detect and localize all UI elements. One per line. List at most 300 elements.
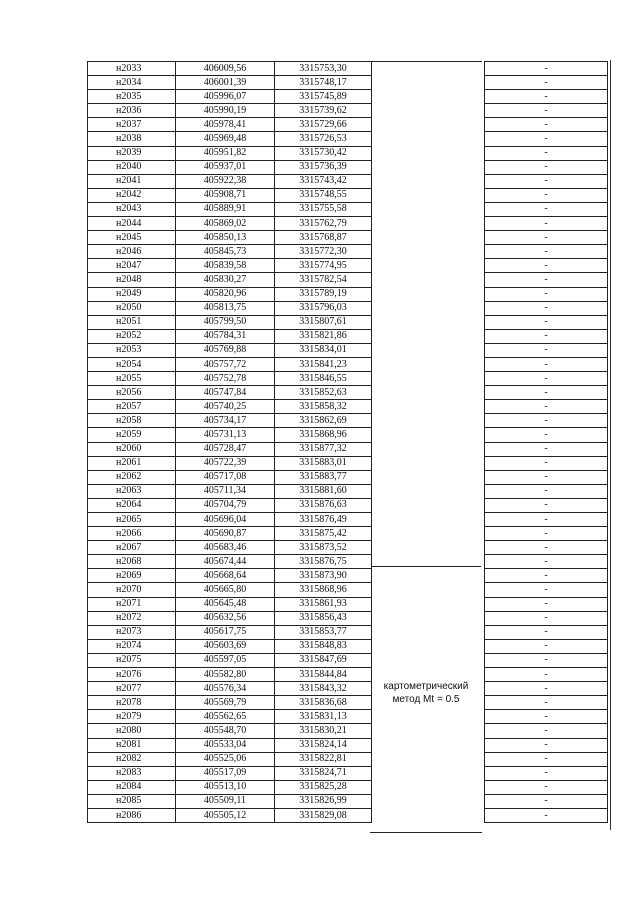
dash-cell: - [485,724,608,738]
x-coordinate-cell: 405922,38 [176,174,275,188]
method-cell [372,442,485,456]
x-coordinate-cell: 405617,75 [176,625,275,639]
dash-cell: - [485,710,608,724]
coordinates-table [87,61,608,823]
point-cell: н2068 [88,555,176,569]
method-cell [372,527,485,541]
y-coordinate-cell: 3315873,52 [275,541,372,555]
dash-cell: - [485,696,608,710]
dash-cell: - [485,682,608,696]
y-coordinate-cell: 3315836,68 [275,696,372,710]
dash-cell: - [485,315,608,329]
table-row [88,668,608,682]
dash-cell: - [485,470,608,484]
y-coordinate-cell: 3315876,63 [275,498,372,512]
dash-cell: - [485,428,608,442]
y-coordinate-cell: 3315883,77 [275,470,372,484]
point-cell: н2060 [88,442,176,456]
y-coordinate-cell: 3315883,01 [275,456,372,470]
table-row [88,118,608,132]
x-coordinate-cell: 405820,96 [176,287,275,301]
table-row [88,301,608,315]
table-row [88,315,608,329]
table-row [88,174,608,188]
point-cell: н2051 [88,315,176,329]
point-cell: н2035 [88,90,176,104]
dash-cell: - [485,343,608,357]
dash-cell: - [485,625,608,639]
y-coordinate-cell: 3315825,28 [275,780,372,794]
table-row [88,498,608,512]
method-cell [372,653,485,667]
dash-cell: - [485,569,608,583]
point-cell: н2082 [88,752,176,766]
method-cell [372,569,485,583]
dash-cell: - [485,132,608,146]
table-row [88,245,608,259]
dash-cell: - [485,668,608,682]
x-coordinate-cell: 405757,72 [176,357,275,371]
table-row [88,780,608,794]
dash-cell: - [485,372,608,386]
x-coordinate-cell: 405711,34 [176,484,275,498]
y-coordinate-cell: 3315844,84 [275,668,372,682]
table-row [88,428,608,442]
x-coordinate-cell: 405734,17 [176,414,275,428]
x-coordinate-cell: 405548,70 [176,724,275,738]
point-cell: н2084 [88,780,176,794]
dash-cell: - [485,118,608,132]
y-coordinate-cell: 3315856,43 [275,611,372,625]
x-coordinate-cell: 405969,48 [176,132,275,146]
x-coordinate-cell: 405690,87 [176,527,275,541]
table-row [88,287,608,301]
x-coordinate-cell: 405696,04 [176,513,275,527]
method-cell [372,470,485,484]
table-row [88,738,608,752]
method-cell [372,597,485,611]
point-cell: н2044 [88,217,176,231]
y-coordinate-cell: 3315821,86 [275,329,372,343]
table-row [88,639,608,653]
method-cell [372,329,485,343]
x-coordinate-cell: 405569,79 [176,696,275,710]
method-cell [372,428,485,442]
x-coordinate-cell: 405632,56 [176,611,275,625]
method-cell [372,724,485,738]
point-cell: н2062 [88,470,176,484]
method-line-2: метод Mt = 0.5 [392,694,460,705]
y-coordinate-cell: 3315841,23 [275,357,372,371]
y-coordinate-cell: 3315873,90 [275,569,372,583]
x-coordinate-cell: 405731,13 [176,428,275,442]
dash-cell: - [485,583,608,597]
y-coordinate-cell: 3315729,66 [275,118,372,132]
table-row [88,752,608,766]
y-coordinate-cell: 3315858,32 [275,400,372,414]
method-cell [372,808,485,822]
method-column-top-border [370,61,482,62]
x-coordinate-cell: 405505,12 [176,808,275,822]
dash-cell: - [485,513,608,527]
y-coordinate-cell: 3315826,99 [275,794,372,808]
y-coordinate-cell: 3315852,63 [275,386,372,400]
point-cell: н2078 [88,696,176,710]
point-cell: н2086 [88,808,176,822]
x-coordinate-cell: 405908,71 [176,188,275,202]
x-coordinate-cell: 405850,13 [176,231,275,245]
method-cell [372,160,485,174]
x-coordinate-cell: 405683,46 [176,541,275,555]
dash-cell: - [485,62,608,76]
x-coordinate-cell: 405813,75 [176,301,275,315]
x-coordinate-cell: 405990,19 [176,104,275,118]
point-cell: н2064 [88,498,176,512]
table-row [88,160,608,174]
method-cell [372,611,485,625]
table-row [88,104,608,118]
method-cell [372,132,485,146]
method-note [370,680,482,706]
point-cell: н2038 [88,132,176,146]
dash-cell: - [485,794,608,808]
point-cell: н2052 [88,329,176,343]
point-cell: н2058 [88,414,176,428]
point-cell: н2072 [88,611,176,625]
y-coordinate-cell: 3315736,39 [275,160,372,174]
method-cell [372,498,485,512]
y-coordinate-cell: 3315868,96 [275,583,372,597]
y-coordinate-cell: 3315848,83 [275,639,372,653]
table-row [88,273,608,287]
dash-cell: - [485,174,608,188]
method-cell [372,357,485,371]
method-cell [372,400,485,414]
method-cell [372,343,485,357]
dash-cell: - [485,752,608,766]
y-coordinate-cell: 3315807,61 [275,315,372,329]
table-row [88,569,608,583]
y-coordinate-cell: 3315762,79 [275,217,372,231]
method-line-1: картометрический [383,681,469,692]
table-row [88,583,608,597]
method-cell [372,104,485,118]
y-coordinate-cell: 3315853,77 [275,625,372,639]
method-column-bottom-border [370,832,482,833]
point-cell: н2039 [88,146,176,160]
point-cell: н2073 [88,625,176,639]
dash-cell: - [485,104,608,118]
x-coordinate-cell: 405978,41 [176,118,275,132]
point-cell: н2083 [88,766,176,780]
point-cell: н2053 [88,343,176,357]
method-cell [372,315,485,329]
method-cell [372,217,485,231]
table-row [88,808,608,822]
y-coordinate-cell: 3315834,01 [275,343,372,357]
dash-cell: - [485,653,608,667]
x-coordinate-cell: 405830,27 [176,273,275,287]
point-cell: н2046 [88,245,176,259]
dash-cell: - [485,639,608,653]
method-cell [372,625,485,639]
point-cell: н2033 [88,62,176,76]
dash-cell: - [485,541,608,555]
table-row [88,62,608,76]
x-coordinate-cell: 405799,50 [176,315,275,329]
dash-cell: - [485,217,608,231]
method-cell [372,456,485,470]
method-cell [372,766,485,780]
table-row [88,555,608,569]
x-coordinate-cell: 405562,65 [176,710,275,724]
method-cell [372,752,485,766]
method-cell [372,639,485,653]
x-coordinate-cell: 405645,48 [176,597,275,611]
x-coordinate-cell: 405597,05 [176,653,275,667]
method-cell [372,372,485,386]
point-cell: н2065 [88,513,176,527]
point-cell: н2067 [88,541,176,555]
x-coordinate-cell: 405752,78 [176,372,275,386]
table-row [88,696,608,710]
table-row [88,400,608,414]
dash-cell: - [485,442,608,456]
table-row [88,484,608,498]
method-cell [372,90,485,104]
point-cell: н2056 [88,386,176,400]
table-row [88,541,608,555]
dash-cell: - [485,527,608,541]
point-cell: н2043 [88,202,176,216]
table-row [88,343,608,357]
point-cell: н2074 [88,639,176,653]
method-cell [372,794,485,808]
y-coordinate-cell: 3315829,08 [275,808,372,822]
y-coordinate-cell: 3315824,14 [275,738,372,752]
x-coordinate-cell: 405576,34 [176,682,275,696]
x-coordinate-cell: 405525,06 [176,752,275,766]
method-cell [372,484,485,498]
table-row [88,766,608,780]
dash-cell: - [485,329,608,343]
dash-cell: - [485,611,608,625]
y-coordinate-cell: 3315748,55 [275,188,372,202]
table-row [88,329,608,343]
y-coordinate-cell: 3315868,96 [275,428,372,442]
point-cell: н2070 [88,583,176,597]
table-row [88,259,608,273]
point-cell: н2048 [88,273,176,287]
dash-cell: - [485,357,608,371]
table-row [88,625,608,639]
y-coordinate-cell: 3315753,30 [275,62,372,76]
dash-cell: - [485,555,608,569]
table-row [88,794,608,808]
point-cell: н2045 [88,231,176,245]
method-cell [372,414,485,428]
y-coordinate-cell: 3315768,87 [275,231,372,245]
y-coordinate-cell: 3315862,69 [275,414,372,428]
table-row [88,76,608,90]
y-coordinate-cell: 3315847,69 [275,653,372,667]
method-cell [372,386,485,400]
y-coordinate-cell: 3315881,60 [275,484,372,498]
table-row [88,146,608,160]
point-cell: н2069 [88,569,176,583]
x-coordinate-cell: 405674,44 [176,555,275,569]
method-cell [372,202,485,216]
point-cell: н2050 [88,301,176,315]
x-coordinate-cell: 405582,80 [176,668,275,682]
dash-cell: - [485,414,608,428]
method-cell [372,118,485,132]
x-coordinate-cell: 406009,56 [176,62,275,76]
method-cell [372,62,485,76]
x-coordinate-cell: 405665,80 [176,583,275,597]
y-coordinate-cell: 3315730,42 [275,146,372,160]
method-cell [372,287,485,301]
method-cell [372,231,485,245]
x-coordinate-cell: 405533,04 [176,738,275,752]
dash-cell: - [485,160,608,174]
dash-cell: - [485,90,608,104]
y-coordinate-cell: 3315726,53 [275,132,372,146]
x-coordinate-cell: 405845,73 [176,245,275,259]
table-row [88,414,608,428]
method-cell [372,259,485,273]
method-cell [372,188,485,202]
table-row [88,456,608,470]
dash-cell: - [485,188,608,202]
x-coordinate-cell: 406001,39 [176,76,275,90]
point-cell: н2049 [88,287,176,301]
table-row [88,513,608,527]
x-coordinate-cell: 405722,39 [176,456,275,470]
dash-cell: - [485,400,608,414]
x-coordinate-cell: 405517,09 [176,766,275,780]
point-cell: н2041 [88,174,176,188]
table-row [88,724,608,738]
method-cell [372,146,485,160]
method-cell [372,583,485,597]
table-row [88,90,608,104]
table-row [88,386,608,400]
y-coordinate-cell: 3315843,32 [275,682,372,696]
point-cell: н2071 [88,597,176,611]
dash-cell: - [485,456,608,470]
point-cell: н2055 [88,372,176,386]
dash-cell: - [485,259,608,273]
dash-cell: - [485,386,608,400]
method-cell [372,513,485,527]
dash-cell: - [485,146,608,160]
y-coordinate-cell: 3315875,42 [275,527,372,541]
x-coordinate-cell: 405728,47 [176,442,275,456]
dash-cell: - [485,202,608,216]
dash-cell: - [485,76,608,90]
table-row [88,611,608,625]
dash-cell: - [485,273,608,287]
x-coordinate-cell: 405513,10 [176,780,275,794]
table-row [88,132,608,146]
method-cell [372,710,485,724]
y-coordinate-cell: 3315774,95 [275,259,372,273]
method-cell [372,301,485,315]
y-coordinate-cell: 3315876,75 [275,555,372,569]
y-coordinate-cell: 3315743,42 [275,174,372,188]
point-cell: н2061 [88,456,176,470]
method-cell [372,541,485,555]
table-row [88,527,608,541]
x-coordinate-cell: 405603,69 [176,639,275,653]
y-coordinate-cell: 3315748,17 [275,76,372,90]
point-cell: н2040 [88,160,176,174]
y-coordinate-cell: 3315846,55 [275,372,372,386]
y-coordinate-cell: 3315745,89 [275,90,372,104]
x-coordinate-cell: 405717,08 [176,470,275,484]
y-coordinate-cell: 3315796,03 [275,301,372,315]
x-coordinate-cell: 405869,02 [176,217,275,231]
x-coordinate-cell: 405769,88 [176,343,275,357]
table-row [88,217,608,231]
point-cell: н2047 [88,259,176,273]
y-coordinate-cell: 3315861,93 [275,597,372,611]
point-cell: н2080 [88,724,176,738]
point-cell: н2077 [88,682,176,696]
point-cell: н2059 [88,428,176,442]
dash-cell: - [485,287,608,301]
dash-cell: - [485,498,608,512]
x-coordinate-cell: 405937,01 [176,160,275,174]
table-row [88,653,608,667]
x-coordinate-cell: 405784,31 [176,329,275,343]
page-edge-line [610,60,611,830]
y-coordinate-cell: 3315876,49 [275,513,372,527]
point-cell: н2075 [88,653,176,667]
y-coordinate-cell: 3315782,54 [275,273,372,287]
x-coordinate-cell: 405889,91 [176,202,275,216]
x-coordinate-cell: 405951,82 [176,146,275,160]
table-row [88,597,608,611]
table-row [88,357,608,371]
x-coordinate-cell: 405747,84 [176,386,275,400]
point-cell: н2081 [88,738,176,752]
method-cell [372,245,485,259]
x-coordinate-cell: 405996,07 [176,90,275,104]
dash-cell: - [485,738,608,752]
method-cell [372,174,485,188]
table-row [88,442,608,456]
y-coordinate-cell: 3315789,19 [275,287,372,301]
point-cell: н2079 [88,710,176,724]
point-cell: н2063 [88,484,176,498]
method-cell [372,738,485,752]
dash-cell: - [485,766,608,780]
table-row [88,188,608,202]
method-cell [372,780,485,794]
dash-cell: - [485,597,608,611]
point-cell: н2066 [88,527,176,541]
x-coordinate-cell: 405509,11 [176,794,275,808]
x-coordinate-cell: 405668,64 [176,569,275,583]
dash-cell: - [485,301,608,315]
table-row [88,682,608,696]
point-cell: н2076 [88,668,176,682]
dash-cell: - [485,780,608,794]
point-cell: н2036 [88,104,176,118]
y-coordinate-cell: 3315822,81 [275,752,372,766]
